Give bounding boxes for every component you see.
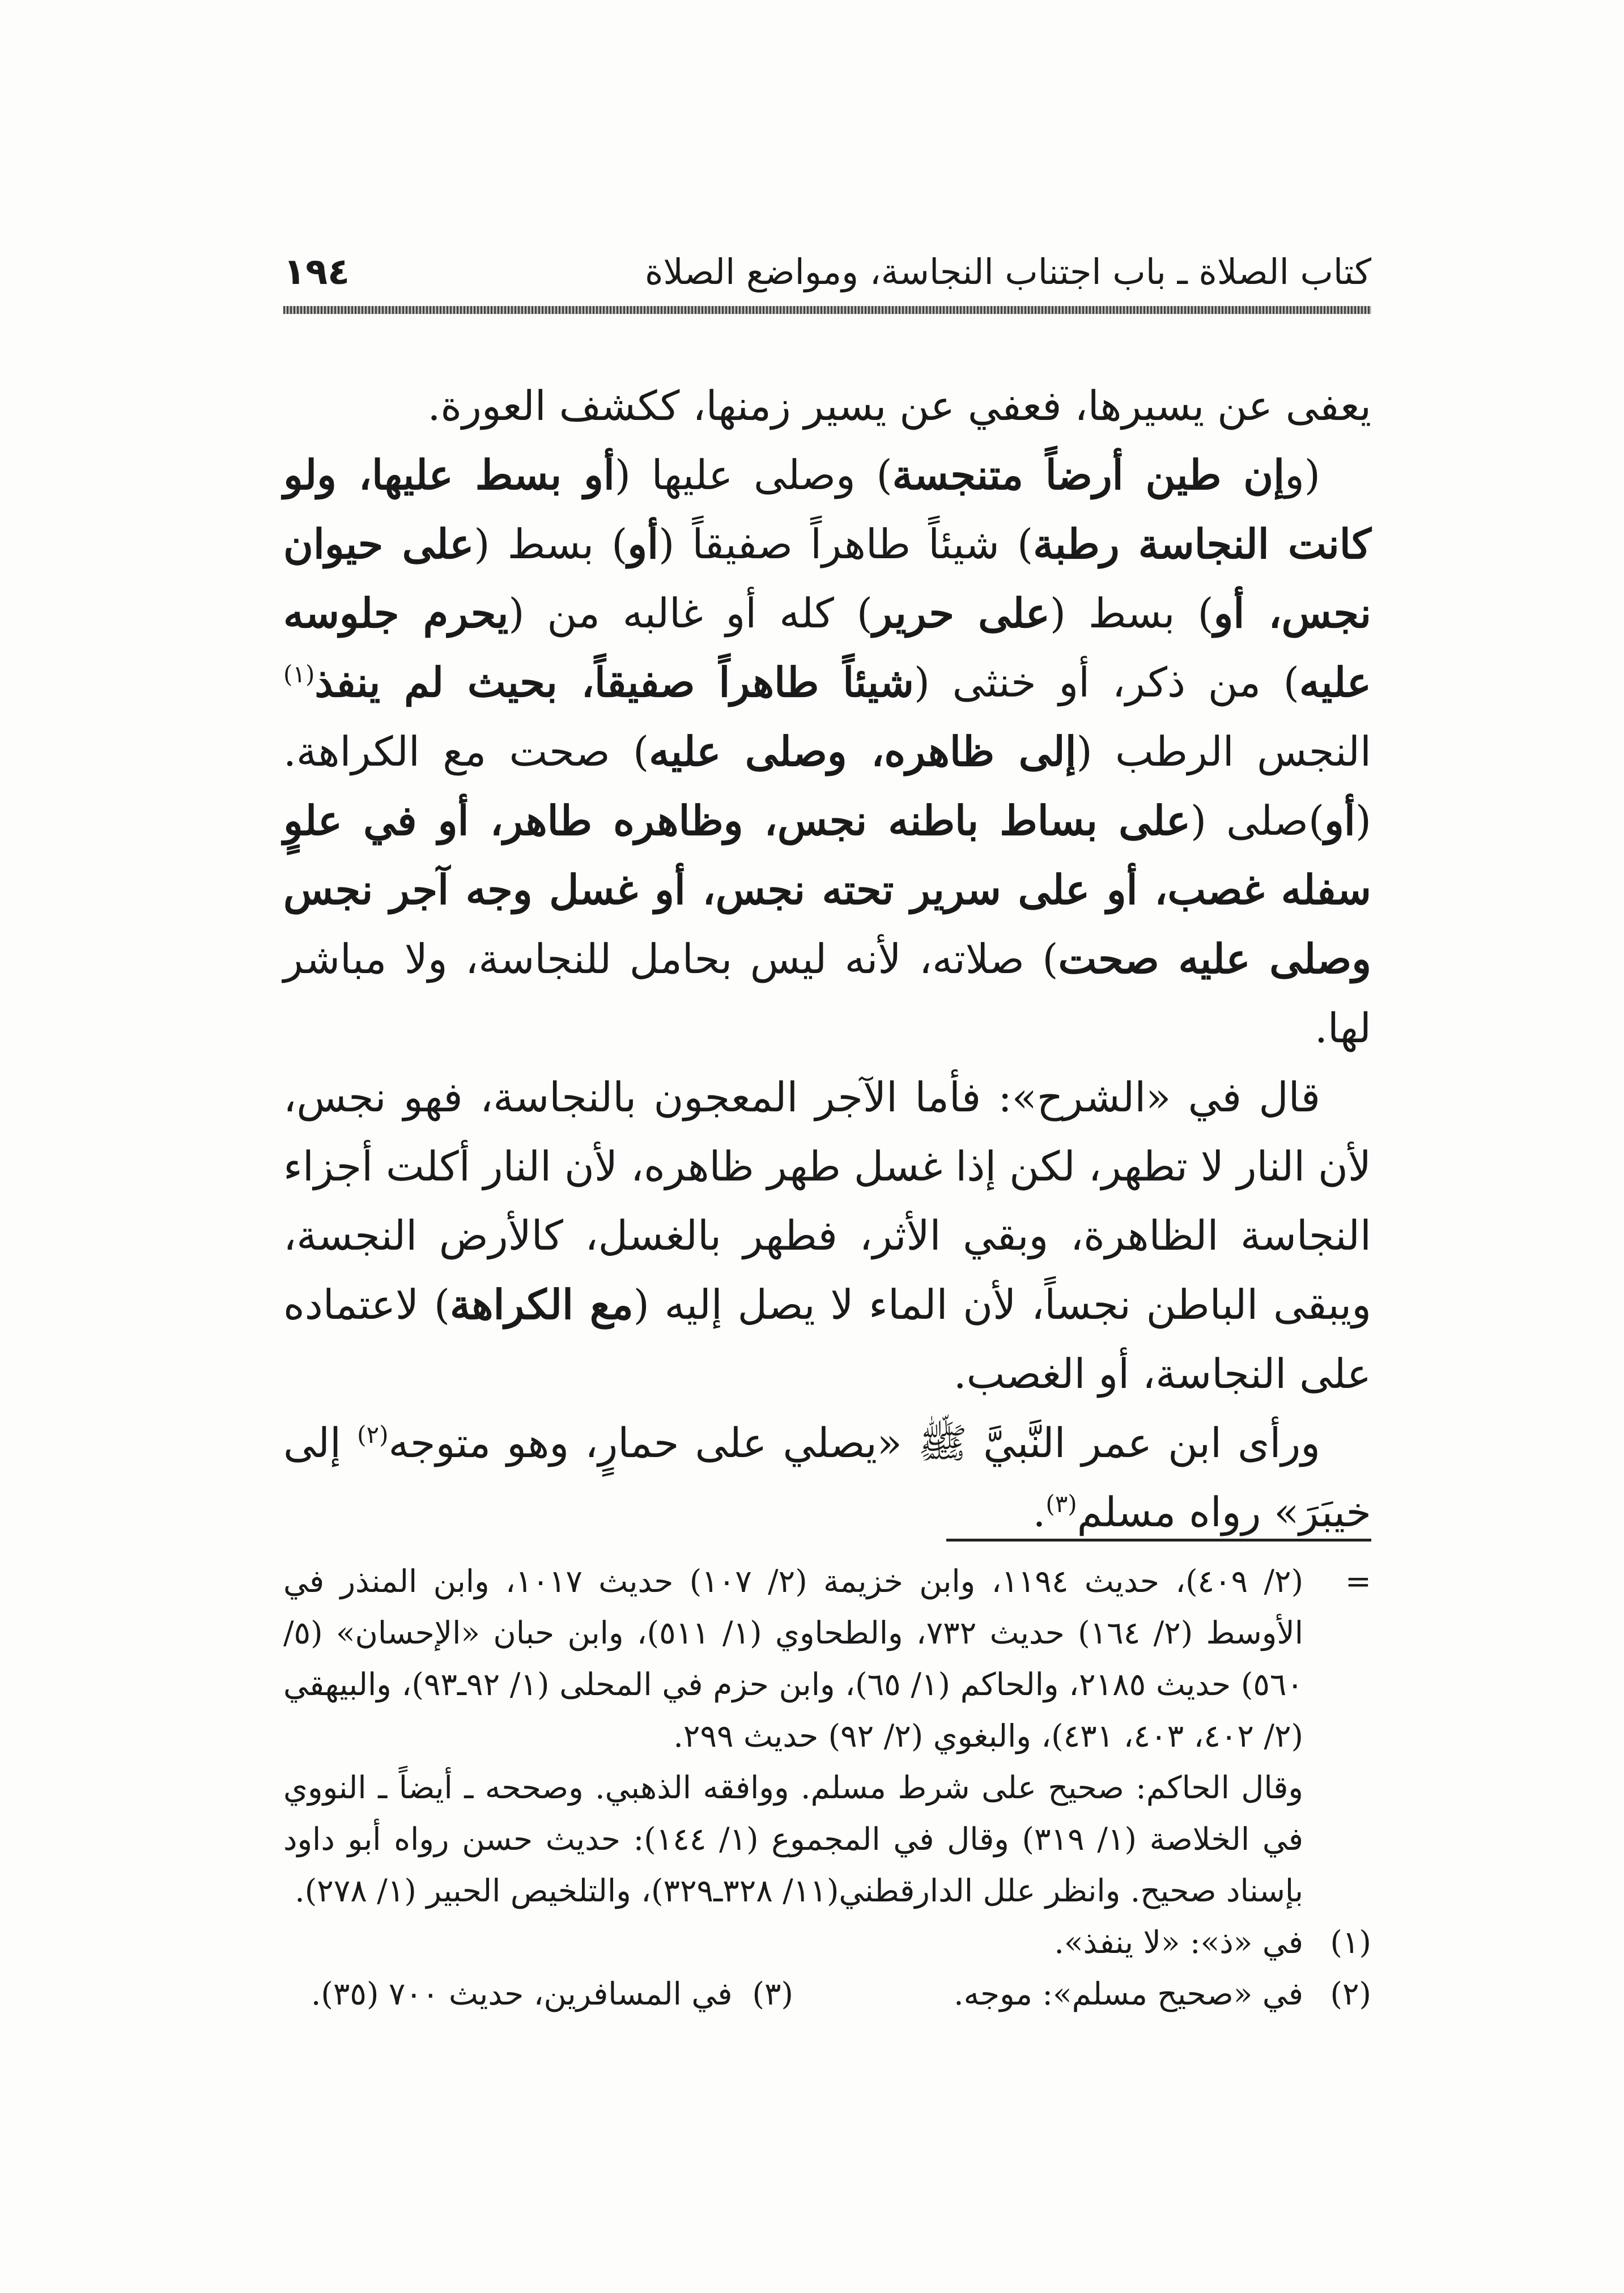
footnote-ref-3: (٣) bbox=[1045, 1490, 1077, 1518]
continuation-marker: = bbox=[1345, 1563, 1371, 1599]
chapter-title: كتاب الصلاة ـ باب اجتناب النجاسة، ومواضع الصلاة bbox=[644, 251, 1371, 292]
footnote-ref-2: (٢) bbox=[357, 1421, 389, 1449]
footnote-3-marker: (٣) bbox=[752, 1976, 793, 2012]
main-text bbox=[283, 371, 1371, 1547]
paragraph-1: يعفى عن يسيرها، فعفي عن يسير زمنها، ككشف العورة. bbox=[427, 382, 1371, 430]
footnote-ref-1: (١) bbox=[283, 660, 315, 688]
paragraph-2: (وإن طين أرضاً متنجسة) وصلى عليها (أو بسط عليها، ولو كانت النجاسة رطبة) شيئاً طاهراً صفيقاً (أو) بسط (على حيوان نجس، أو) بسط (على حرير) كله أو غالبه من (يحرم جلوسه عليه) من ذكر، أو خنثى (شيئاً طاهراً صفيقاً، بحيث لم ينفذ$^{(١)}$ النجس الرطب (إلى ظاهره، وصلى عليه) صحت مع الكراهة. (أو)صلى (على بساط باطنه نجس، وظاهره طاهر، أو في علوٍ سفله غصب، أو على سرير تحته نجس، أو غسل وجه آجر نجس وصلى عليه صحت) صلاته، لأنه ليس بحامل للنجاسة، ولا مباشر لها. bbox=[283, 451, 1372, 1052]
footnotes bbox=[283, 1556, 1371, 2020]
footnote-continued: = (٢/ ٤٠٩)، حديث ١١٩٤، وابن خزيمة (٢/ ١٠٧) حديث ١٠١٧، وابن المنذر في الأوسط (٢/ ١٦٤) حديث ٧٣٢، والطحاوي (١/ ٥١١)، وابن حبان «الإحسان» (٥/ ٥٦٠) حديث ٢١٨٥، والحاكم (١/ ٦٥)، وابن حزم في المحلى (١/ ٩٢ـ٩٣)، والبيهقي (٢/ ٤٠٢، ٤٠٣، ٤٣١)، والبغوي (٢/ ٩٢) حديث ٢٩٩. وقال الحاكم: صحيح على شرط مسلم. ووافقه الذهبي. وصححه ـ أيضاً ـ النووي في الخلاصة (١/ ٣١٩) وقال في المجموع (١/ ١٤٤): حديث حسن رواه أبو داود بإسناد صحيح. وانظر علل الدارقطني(١١/ ٣٢٨ـ٣٢٩)، والتلخيص الحبير (١/ ٢٧٨). bbox=[283, 1556, 1371, 1917]
running-header bbox=[283, 249, 1371, 295]
footnote-2-3: (٢) في «صحيح مسلم»: موجه.(٣) في المسافرين، حديث ٧٠٠ (٣٥). bbox=[283, 1968, 1371, 2020]
footnote-1: (١) في «ذ»: «لا ينفذ». bbox=[1054, 1924, 1371, 1960]
paragraph-4: ورأى ابن عمر النَّبيَّ ﷺ «يصلي على حمارٍ، وهو متوجه$^{(٢)}$ إلى خيبَرَ» رواه مسلم$^{(٣)}$. bbox=[283, 1419, 1371, 1536]
paragraph-3: قال في «الشرح»: فأما الآجر المعجون بالنجاسة، فهو نجس، لأن النار لا تطهر، لكن إذا غسل طهر ظاهره، لأن النار أكلت أجزاء النجاسة الظاهرة، وبقي الأثر، فطهر بالغسل، كالأرض النجسة، ويبقى الباطن نجساً، لأن الماء لا يصل إليه (مع الكراهة) لاعتماده على النجاسة، أو الغصب. bbox=[283, 1073, 1371, 1398]
header-rule bbox=[283, 306, 1371, 314]
page-number: ١٩٤ bbox=[283, 251, 350, 293]
footnote-3: في المسافرين، حديث ٧٠٠ (٣٥). bbox=[311, 1976, 733, 2012]
footnote-separator bbox=[946, 1539, 1371, 1542]
footnote-2: في «صحيح مسلم»: موجه. bbox=[954, 1976, 1303, 2012]
